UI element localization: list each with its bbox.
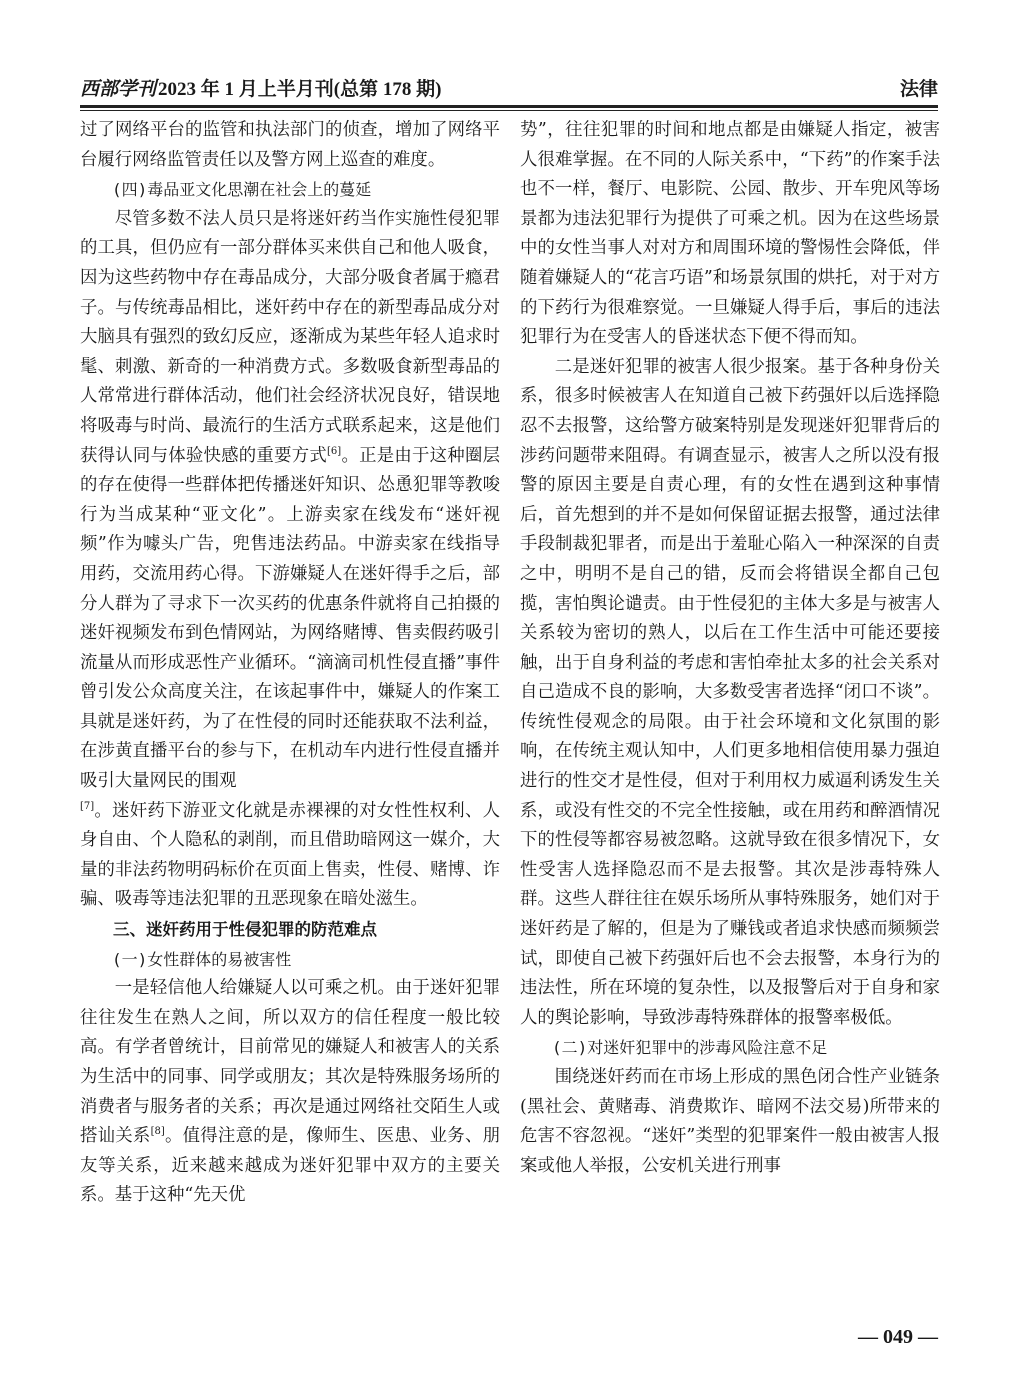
paragraph-text: (一)女性群体的易被害性 (112, 949, 292, 969)
paragraph-text: (四)毒品亚文化思潮在社会上的蔓延 (112, 180, 372, 200)
right-paragraph (520, 116, 940, 353)
paragraph-text-cont: 。迷奸药下游亚文化就是赤裸裸的对女性性权利、人身自由、个人隐私的剥削，而且借助暗网这一媒介，大量的非法药物明码标价在页面上售卖，性侵、赌博、诈骗、吸毒等违法犯罪的丑恶现象在暗处滋生。 (80, 800, 500, 910)
paragraph-text: 势”，往往犯罪的时间和地点都是由嫌疑人指定，被害人很难掌握。在不同的人际关系中，“下药”的作案手法也不一样，餐厅、电影院、公园、散步、开车兜风等场景都为违法犯罪行为提供了可乘之机。因为在这些场景中的女性当事人对对方和周围环境的警惕性会降低，伴随着嫌疑人的“花言巧语”和场景氛围的烘托，对于对方的下药行为很难察觉。一旦嫌疑人得手后，事后的违法犯罪行为在受害人的昏迷状态下便不得而知。 (520, 120, 940, 348)
left-subheading (80, 175, 500, 205)
journal-info (80, 74, 441, 101)
header-rule-thin (80, 110, 938, 111)
citation-ref: [6] (327, 445, 342, 457)
right-paragraph (520, 353, 940, 1034)
page-number: — 049 — (858, 1326, 938, 1348)
citation-ref: [8] (150, 1126, 165, 1138)
citation-ref: [7] (80, 800, 95, 812)
header-rule-thick (80, 105, 938, 108)
right-paragraph (520, 1063, 940, 1181)
issue-info: 2023 年 1 月上半月刊(总第 178 期) (158, 79, 442, 100)
section-name: 法律 (899, 78, 938, 100)
paragraph-text: 三、迷奸药用于性侵犯罪的防范难点 (113, 920, 377, 940)
left-subheading (80, 945, 500, 975)
paragraph-text: 围绕迷奸药而在市场上形成的黑色闭合性产业链条(黑社会、黄赌毒、消费欺诈、暗网不法交易)所带来的危害不容忽视。“迷奸”类型的犯罪案件一般由被害人报案或他人举报，公安机关进行刑事 (520, 1067, 940, 1176)
left-paragraph (80, 205, 500, 797)
left-paragraph (80, 116, 500, 175)
left-paragraph (80, 974, 500, 1211)
paragraph-text: 一是轻信他人给嫌疑人以可乘之机。由于迷奸犯罪往往发生在熟人之间，所以双方的信任程度一般比较高。有学者曾统计，目前常见的嫌疑人和被害人的关系为生活中的同事、同学或朋友；其次是特殊服务场所的消费者与服务者的关系；再次是通过网络社交陌生人或搭讪关系 (80, 978, 500, 1147)
paragraph-text-cont: 。正是由于这种圈层的存在使得一些群体把传播迷奸知识、怂恿犯罪等教唆行为当成某种“亚文化”。上游卖家在线发布“迷奸视频”作为噱头广告，兜售违法药品。中游卖家在线指导用药，交流用药心得。下游嫌疑人在迷奸得手之后，部分人群为了寻求下一次买药的优惠条件就将自己拍摄的迷奸视频发布到色情网站，为网络赌博、售卖假药吸引流量从而形成恶性产业循环。“滴滴司机性侵直播”事件曾引发公众高度关注，在该起事件中，嫌疑人的作案工具就是迷奸药，为了在性侵的同时还能获取不法利益，在涉黄直播平台的参与下，在机动车内进行性侵直播并吸引大量网民的围观 (80, 445, 500, 792)
right-column (520, 116, 940, 1181)
paragraph-text: 尽管多数不法人员只是将迷奸药当作实施性侵犯罪的工具，但仍应有一部分群体买来供自己和他人吸食，因为这些药物中存在毒品成分，大部分吸食者属于瘾君子。与传统毒品相比，迷奸药中存在的新型毒品成分对大脑具有强烈的致幻反应，逐渐成为某些年轻人追求时髦、刺激、新奇的一种消费方式。多数吸食新型毒品的人常常进行群体活动，他们社会经济状况良好，错误地将吸毒与时尚、最流行的生活方式联系起来，这是他们获得认同与体验快感的重要方式 (80, 208, 500, 466)
paragraph-text: 过了网络平台的监管和执法部门的侦查，增加了网络平台履行网络监管责任以及警方网上巡查的难度。 (80, 120, 500, 170)
running-header (80, 66, 938, 106)
paragraph-text: 二是迷奸犯罪的被害人很少报案。基于各种身份关系，很多时候被害人在知道自己被下药强奸以后选择隐忍不去报警，这给警方破案特别是发现迷奸犯罪背后的涉药问题带来阻碍。有调查显示，被害人之所以没有报警的原因主要是自责心理，有的女性在遇到这种事情后，首先想到的并不是如何保留证据去报警，通过法律手段制裁犯罪者，而是出于羞耻心陷入一种深深的自责之中，明明不是自己的错，反而会将错误全都自己包揽，害怕舆论谴责。由于性侵犯的主体大多是与被害人关系较为密切的熟人，以后在工作生活中可能还要接触，出于自身利益的考虑和害怕牵扯太多的社会关系对自己造成不良的影响，大多数受害者选择“闭口不谈”。传统性侵观念的局限。由于社会环境和文化氛围的影响，在传统主观认知中，人们更多地相信使用暴力强迫进行的性交才是性侵，但对于利用权力威逼利诱发生关系，或没有性交的不完全性接触，或在用药和醉酒情况下的性侵等都容易被忽略。这就导致在很多情况下，女性受害人选择隐忍而不是去报警。其次是涉毒特殊人群。这些人群往往在娱乐场所从事特殊服务，她们对于迷奸药是了解的，但是为了赚钱或者追求快感而频频尝试，即使自己被下药强奸后也不会去报警，本身行为的违法性，所在环境的复杂性，以及报警后对于自身和家人的舆论影响，导致涉毒特殊群体的报警率极低。 (520, 356, 940, 1028)
left-paragraph (80, 797, 500, 915)
right-subheading (520, 1033, 940, 1063)
paragraph-text-cont: 。值得注意的是，像师生、医患、业务、朋友等关系，近来越来越成为迷奸犯罪中双方的主要关系。基于这种“先天优 (80, 1126, 500, 1206)
left-column (80, 116, 500, 1211)
paragraph-text: (二)对迷奸犯罪中的涉毒风险注意不足 (552, 1038, 828, 1058)
journal-logo: 西部学刊 (80, 78, 157, 100)
left-section-heading (80, 915, 500, 945)
